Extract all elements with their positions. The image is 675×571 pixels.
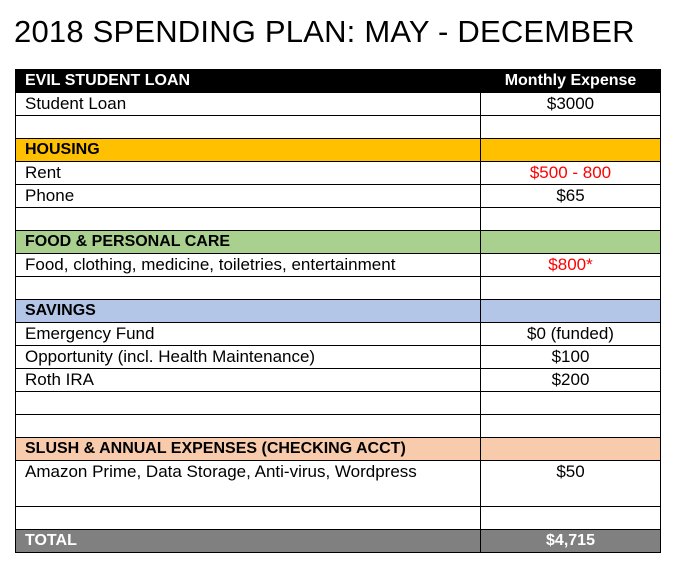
phone-label: Phone	[16, 185, 481, 208]
slush-heading: SLUSH & ANNUAL EXPENSES (CHECKING ACCT)	[16, 438, 481, 461]
food-label: Food, clothing, medicine, toiletries, entertainment	[16, 254, 481, 277]
empty-cell	[481, 300, 661, 323]
header-expense-cell: Monthly Expense	[481, 70, 661, 93]
food-heading: FOOD & PERSONAL CARE	[16, 231, 481, 254]
empty-cell	[16, 415, 481, 438]
table-row-empty	[16, 507, 661, 530]
empty-cell	[16, 116, 481, 139]
empty-cell	[481, 438, 661, 461]
table-row-empty	[16, 116, 661, 139]
section-header-housing	[16, 139, 661, 162]
empty-cell	[481, 507, 661, 530]
empty-cell	[481, 116, 661, 139]
savings-heading: SAVINGS	[16, 300, 481, 323]
table-row-student-loan	[16, 93, 661, 116]
table-row-food	[16, 254, 661, 277]
emergency-fund-label: Emergency Fund	[16, 323, 481, 346]
table-row-empty	[16, 277, 661, 300]
phone-amount: $65	[481, 185, 661, 208]
table-total-row	[16, 530, 661, 553]
table-row-rent	[16, 162, 661, 185]
table-row-slush-item	[16, 461, 661, 507]
section-header-food	[16, 231, 661, 254]
roth-ira-label: Roth IRA	[16, 369, 481, 392]
empty-cell	[481, 277, 661, 300]
student-loan-label: Student Loan	[16, 93, 481, 116]
table-row-phone	[16, 185, 661, 208]
rent-amount: $500 - 800	[481, 162, 661, 185]
empty-cell	[16, 277, 481, 300]
section-header-savings	[16, 300, 661, 323]
table-row-emergency-fund	[16, 323, 661, 346]
housing-heading: HOUSING	[16, 139, 481, 162]
empty-cell	[16, 392, 481, 415]
table-header-row	[16, 70, 661, 93]
total-label: TOTAL	[16, 530, 481, 553]
table-row-roth-ira	[16, 369, 661, 392]
slush-item-amount: $50	[481, 461, 661, 507]
table-row-opportunity	[16, 346, 661, 369]
rent-label: Rent	[16, 162, 481, 185]
table-row-empty	[16, 392, 661, 415]
section-header-slush	[16, 438, 661, 461]
slush-item-label: Amazon Prime, Data Storage, Anti-virus, Wordpress	[16, 461, 481, 507]
emergency-fund-amount: $0 (funded)	[481, 323, 661, 346]
opportunity-label: Opportunity (incl. Health Maintenance)	[16, 346, 481, 369]
student-loan-amount: $3000	[481, 93, 661, 116]
empty-cell	[16, 208, 481, 231]
empty-cell	[481, 415, 661, 438]
empty-cell	[16, 507, 481, 530]
spending-plan-table	[15, 69, 661, 553]
empty-cell	[481, 231, 661, 254]
empty-cell	[481, 392, 661, 415]
page-title: 2018 SPENDING PLAN: MAY - DECEMBER	[14, 14, 635, 49]
opportunity-amount: $100	[481, 346, 661, 369]
empty-cell	[481, 139, 661, 162]
empty-cell	[481, 208, 661, 231]
table-row-empty	[16, 415, 661, 438]
total-amount: $4,715	[481, 530, 661, 553]
header-category-cell: EVIL STUDENT LOAN	[16, 70, 481, 93]
table-row-empty	[16, 208, 661, 231]
food-amount: $800*	[481, 254, 661, 277]
roth-ira-amount: $200	[481, 369, 661, 392]
